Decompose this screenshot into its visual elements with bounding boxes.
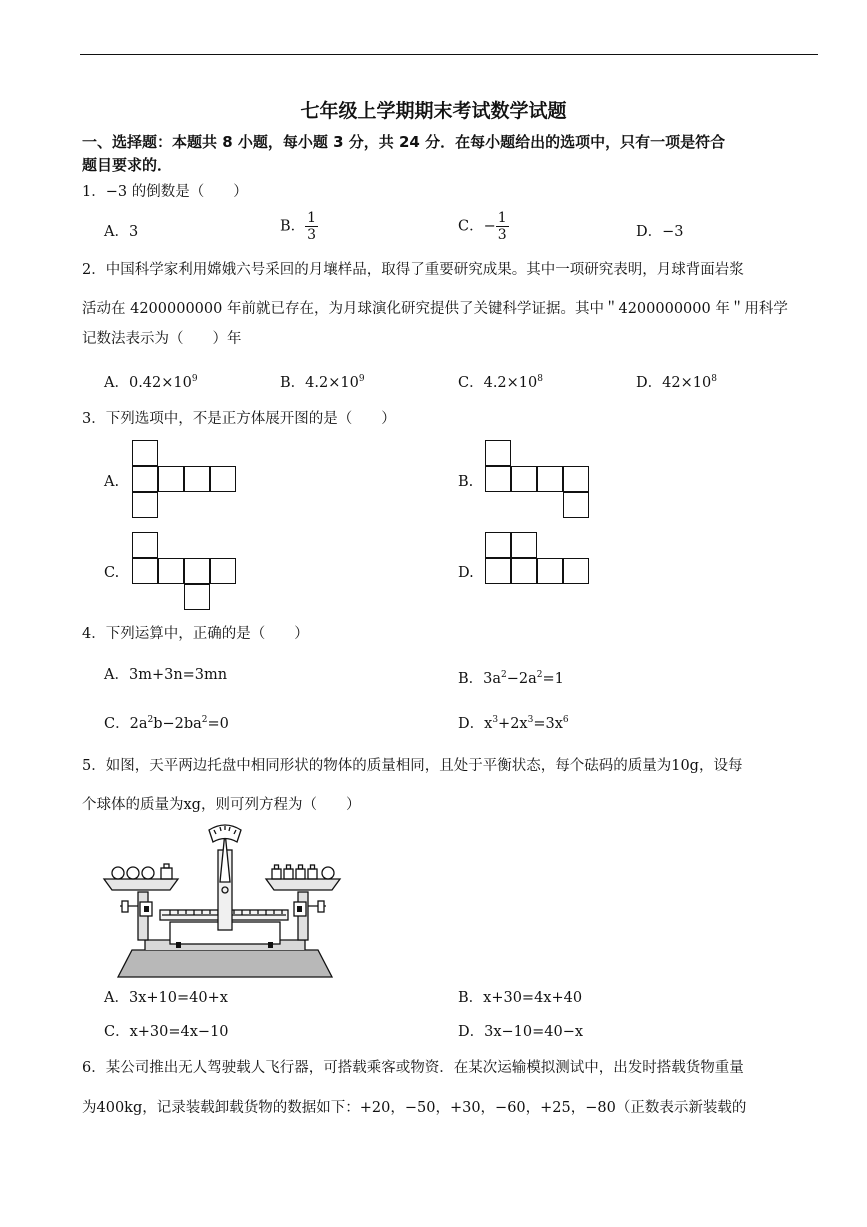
q4-option-d: D．$x^3+2x^3=3x^6$ [458,715,569,732]
q1-option-a: A．3 [104,224,139,240]
question-1-stem: 1．−3 的倒数是（ ） [82,184,248,200]
q3-option-b-label: B. [458,474,474,490]
q4-option-a: A．3m+3n=3mn [104,667,228,683]
question-2-line1: 2．中国科学家利用嫦娥六号采回的月壤样品，取得了重要研究成果。其中一项研究表明，月球背面岩浆 [82,262,744,278]
q5-option-d: D．3x−10=40−x [458,1024,584,1040]
q1-option-d: D．−3 [636,224,684,240]
q1-option-c: C．− $\frac{1}{3}$ [458,210,507,243]
fraction: $\frac{1}{3}$ [307,210,317,243]
question-5-line2: 个球体的质量为xg，则可列方程为（ ） [82,797,361,813]
header-rule [80,54,818,55]
q5-option-c: C．x+30=4x−10 [104,1024,229,1040]
section-heading-line2: 题目要求的． [82,156,173,174]
page-title: 七年级上学期期末考试数学试题 [300,100,567,122]
question-5-line1: 5．如图，天平两边托盘中相同形状的物体的质量相同，且处于平衡状态，每个砝码的质量为10g，设每 [82,758,743,774]
q2-option-b: B．$4.2\times 10^9$ [280,374,365,391]
q2-option-d: D．$42\times 10^8$ [636,374,717,391]
balance-scale-figure [100,822,350,982]
question-2-line2: 活动在 4200000000 年前就已存在，为月球演化研究提供了关键科学证据。其中＂4200000000 年＂用科学 [82,301,788,317]
question-6-line2: 为400kg，记录装载卸载货物的数据如下：+20，−50，+30，−60，+25，−80（正数表示新装载的 [82,1100,747,1116]
q2-option-c: C．$4.2\times 10^8$ [458,374,543,391]
question-6-line1: 6．某公司推出无人驾驶载人飞行器，可搭载乘客或物资．在某次运输模拟测试中，出发时搭载货物重量 [82,1060,744,1076]
question-3-stem: 3．下列选项中，不是正方体展开图的是（ ） [82,411,396,427]
q5-option-b: B．x+30=4x+40 [458,990,583,1006]
q4-option-b: B．$3a^2-2a^2=1$ [458,670,564,687]
q1-option-b: B． $\frac{1}{3}$ [280,210,317,243]
question-2-line3: 记数法表示为（ ）年 [82,331,242,347]
q3-option-d-label: D. [458,565,474,581]
q3-option-c-label: C. [104,565,120,581]
section-heading-line1: 一、选择题：本题共 8 小题，每小题 3 分，共 24 分．在每小题给出的选项中，只有一项是符合 [82,133,726,151]
question-4-stem: 4．下列运算中，正确的是（ ） [82,626,309,642]
q5-option-a: A．3x+10=40+x [104,990,228,1006]
q2-option-a: A．$0.42\times 10^9$ [104,374,198,391]
q4-option-c: C．$2a^2b-2ba^2=0$ [104,715,229,732]
q3-option-a-label: A. [104,474,120,490]
fraction: $\frac{1}{3}$ [497,210,507,243]
